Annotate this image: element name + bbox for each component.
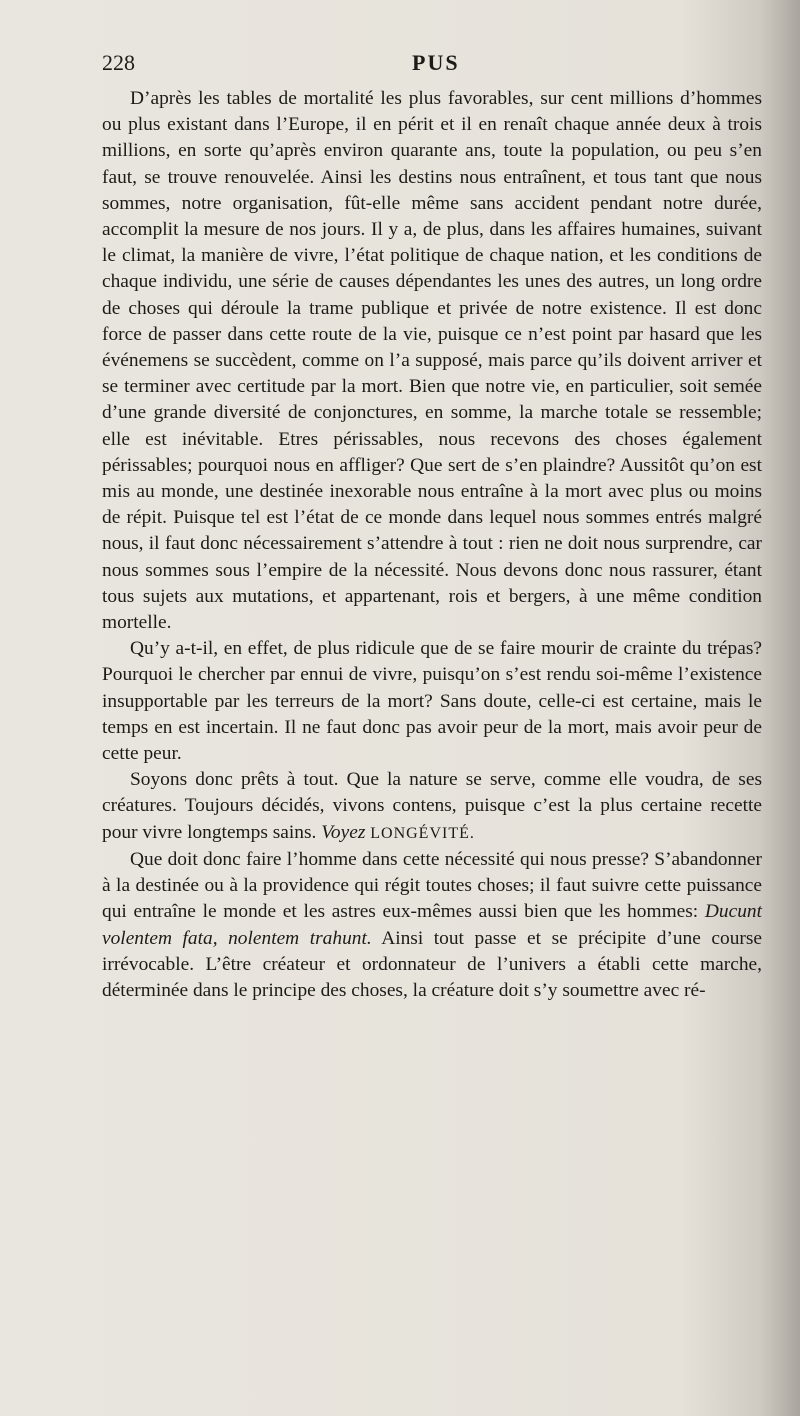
paragraph-3-text: Soyons donc prêts à tout. Que la nature se serve, comme elle voudra, de ses créatures. Toujours décidés, vivons contens, puisque c’est la plus certaine recette pour vivre longtemps sains.: [102, 769, 762, 843]
paragraph-1: D’après les tables de mortalité les plus favorables, sur cent millions d’hommes ou plus existant dans l’Europe, il en périt et il en renaît chaque année deux à trois millions, en sorte qu’après environ quarante ans, toute la population, ou peu s’en faut, se trouve renouvelée. Ainsi les destins nous entraînent, et tous tant que nous sommes, notre organisation, fût-elle même sans accident pendant notre durée, accomplit la mesure de nos jours. Il y a, de plus, dans les affaires humaines, suivant le climat, la manière de vivre, l’état politique de chaque nation, et les conditions de chaque individu, une série de causes dépendantes les unes des autres, un long ordre de choses qui déroule la trame publique et privée de notre existence. Il est donc force de passer dans cette route de la vie, puisque ce n’est point par hasard que les événemens se succèdent, comme on l’a supposé, mais parce qu’ils doivent arriver et se terminer avec certitude par la mort. Bien que notre vie, en particulier, soit semée d’une grande diversité de conjonctures, en somme, la marche totale se ressemble; elle est inévitable. Etres périssables, nous recevons des choses également périssables; pourquoi nous en affliger? Que sert de s’en plaindre? Aussitôt qu’on est mis au monde, une destinée inexorable nous entraîne à la mort avec plus ou moins de répit. Puisque tel est l’état de ce monde dans lequel nous sommes entrés malgré nous, il faut donc nécessairement s’attendre à tout : rien ne doit nous surprendre, car nous sommes sous l’empire de la nécessité. Nous devons donc nous rassurer, étant tous sujets aux mutations, et appartenant, rois et bergers, à une même condition mortelle.: [102, 88, 762, 634]
body-text: [102, 86, 762, 1004]
paragraph-4-text-after: Ainsi tout passe et se précipite d’une course irrévocable. L’être créateur et ordonnateur de l’univers a établi cette marche, déterminée dans le principe des choses, la créature doit s’y soumettre avec ré-: [102, 927, 763, 1001]
running-head: PUS: [412, 50, 460, 75]
cross-reference: LONGÉVITÉ.: [370, 824, 475, 842]
paragraph-4: [102, 847, 762, 1004]
page-header: [102, 50, 762, 82]
paragraph-2: Qu’y a-t-il, en effet, de plus ridicule que de se faire mourir de crainte du trépas? Pourquoi le chercher par ennui de vivre, puisqu’on s’est rendu soi-même l’existence insupportable par les terreurs de la mort? Sans doute, celle-ci est certaine, mais le temps en est incertain. Il ne faut donc pas avoir peur de la mort, mais avoir peur de cette peur.: [102, 638, 762, 765]
paragraph-4-text-before: Que doit donc faire l’homme dans cette nécessité qui nous presse? S’abandonner à la destinée ou à la providence qui régit toutes choses; il faut suivre cette puissance qui entraîne le monde et les astres eux-mêmes aussi bien que les hommes:: [102, 848, 762, 923]
see-label: Voyez: [321, 821, 366, 843]
page-number: 228: [102, 50, 135, 75]
latin-quote: Ducunt volentem fata, nolentem trahunt.: [102, 901, 762, 949]
paragraph-3: [102, 767, 762, 847]
